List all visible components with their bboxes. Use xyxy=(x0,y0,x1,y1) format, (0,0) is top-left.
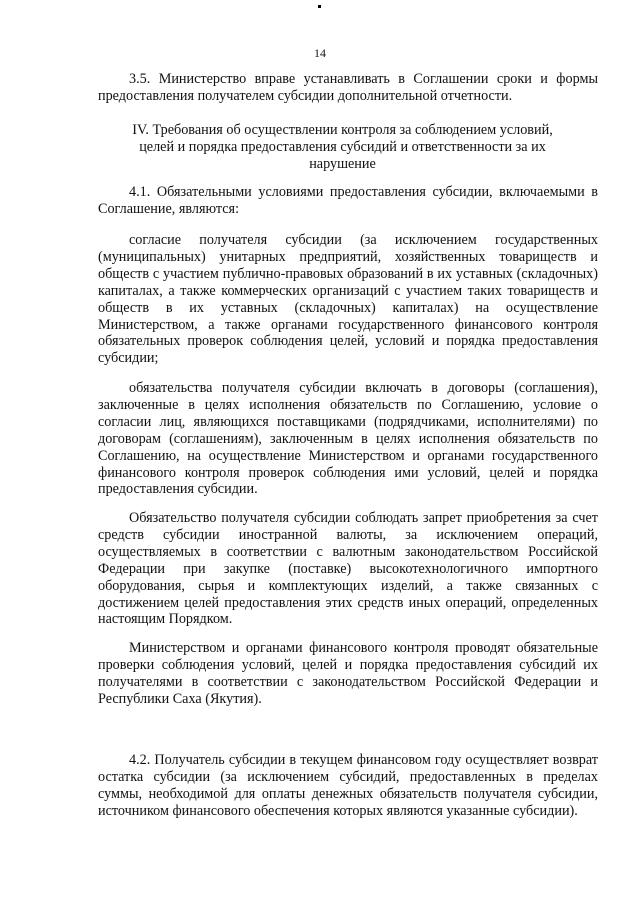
paragraph-currency-ban: Обязательство получателя субсидии соблюдать запрет приобретения за счет средств субсидии иностранной валюты, за исключением операций, осуществляемых в соответствии с валютным законодательством Российской Федерации при закупке (поставке) высокотехнологичного импортного оборудования, сырья и комплектующих изделий, а также связанных с достижением целей предоставления этих средств иных операций, определенных настоящим Порядком. xyxy=(98,510,598,628)
paragraph-consent: согласие получателя субсидии (за исключением государственных (муниципальных) унитарных предприятий, хозяйственных товариществ и обществ с участием публично-правовых образований в их уставных (складочных) капиталах, а также коммерческих организаций с участием таких товариществ и обществ в их уставных (складочных) капиталах) на осуществление Министерством, а также органами государственного финансового контроля обязательных проверок соблюдения целей, условий и порядка предоставления субсидии; xyxy=(98,232,598,367)
scan-mark xyxy=(318,5,321,8)
paragraph-4-1: 4.1. Обязательными условиями предоставления субсидии, включаемыми в Соглашение, являются: xyxy=(98,184,598,217)
page-number: 14 xyxy=(314,46,326,60)
section-iv-heading: IV. Требования об осуществлении контроля за соблюдением условий, целей и порядка предоставления субсидий и ответственности за их нарушение xyxy=(132,122,553,172)
paragraph-obligation-contracts: обязательства получателя субсидии включать в договоры (соглашения), заключенные в целях исполнения обязательств по Соглашению, условие о согласии лиц, являющихся поставщиками (подрядчиками, исполнителями) по договорам (соглашениям), заключенным в целях исполнения обязательств по Соглашению, на осуществление Министерством и органами государственного финансового контроля проверок соблюдения ими условий, целей и порядка предоставления субсидии. xyxy=(98,380,598,498)
paragraph-3-5: 3.5. Министерство вправе устанавливать в Соглашении сроки и формы предоставления получателем субсидии дополнительной отчетности. xyxy=(98,71,598,104)
paragraph-inspections: Министерством и органами финансового контроля проводят обязательные проверки соблюдения условий, целей и порядка предоставления субсидий их получателями в соответствии с законодательством Российской Федерации и Республики Саха (Якутия). xyxy=(98,640,598,707)
paragraph-4-2: 4.2. Получатель субсидии в текущем финансовом году осуществляет возврат остатка субсидии (за исключением субсидий, предоставленных в пределах суммы, необходимой для оплаты денежных обязательств получателя субсидии, источником финансового обеспечения которых являются указанные субсидии). xyxy=(98,752,598,819)
